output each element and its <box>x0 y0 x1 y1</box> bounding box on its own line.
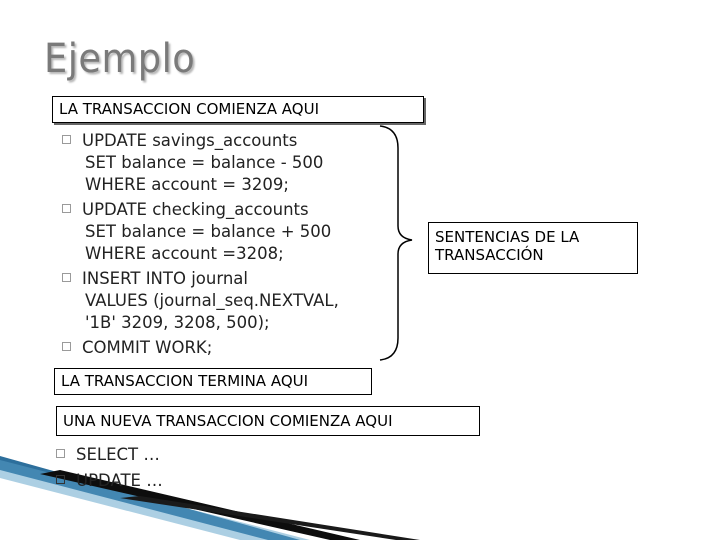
statement-line: UPDATE checking_accounts <box>82 200 309 219</box>
list-item <box>56 444 160 466</box>
statement-line: VALUES (journal_seq.NEXTVAL, <box>85 291 339 310</box>
bullet-icon <box>62 273 71 282</box>
bullet-icon <box>62 135 71 144</box>
list-item <box>62 337 212 359</box>
bullet-icon <box>56 475 65 484</box>
bullet-icon <box>56 449 65 458</box>
new-transaction-box: UNA NUEVA TRANSACCION COMIENZA AQUI <box>56 406 480 436</box>
statement-line: SET balance = balance + 500 <box>85 222 332 241</box>
bullet-icon <box>62 204 71 213</box>
bullet-icon <box>62 342 71 351</box>
statement-line: UPDATE … <box>76 471 163 490</box>
list-item <box>56 470 163 492</box>
statement-line: SET balance = balance - 500 <box>85 153 324 172</box>
page-title: Ejemplo <box>44 36 196 82</box>
statement-line: WHERE account = 3209; <box>85 175 289 194</box>
list-item <box>62 130 297 152</box>
statement-line: SELECT … <box>76 445 160 464</box>
transaction-start-box: LA TRANSACCION COMIENZA AQUI <box>52 96 424 123</box>
statement-line: INSERT INTO journal <box>82 269 248 288</box>
transaction-end-box: LA TRANSACCION TERMINA AQUI <box>54 368 372 395</box>
list-item <box>62 268 248 290</box>
statement-line: UPDATE savings_accounts <box>82 131 298 150</box>
statement-line: WHERE account =3208; <box>85 244 284 263</box>
statement-line: '1B' 3209, 3208, 500); <box>85 313 270 332</box>
list-item <box>62 199 309 221</box>
sentencias-box: SENTENCIAS DE LA TRANSACCIÓN <box>428 222 638 274</box>
statement-line: COMMIT WORK; <box>82 338 213 357</box>
brace-bracket <box>380 126 412 360</box>
